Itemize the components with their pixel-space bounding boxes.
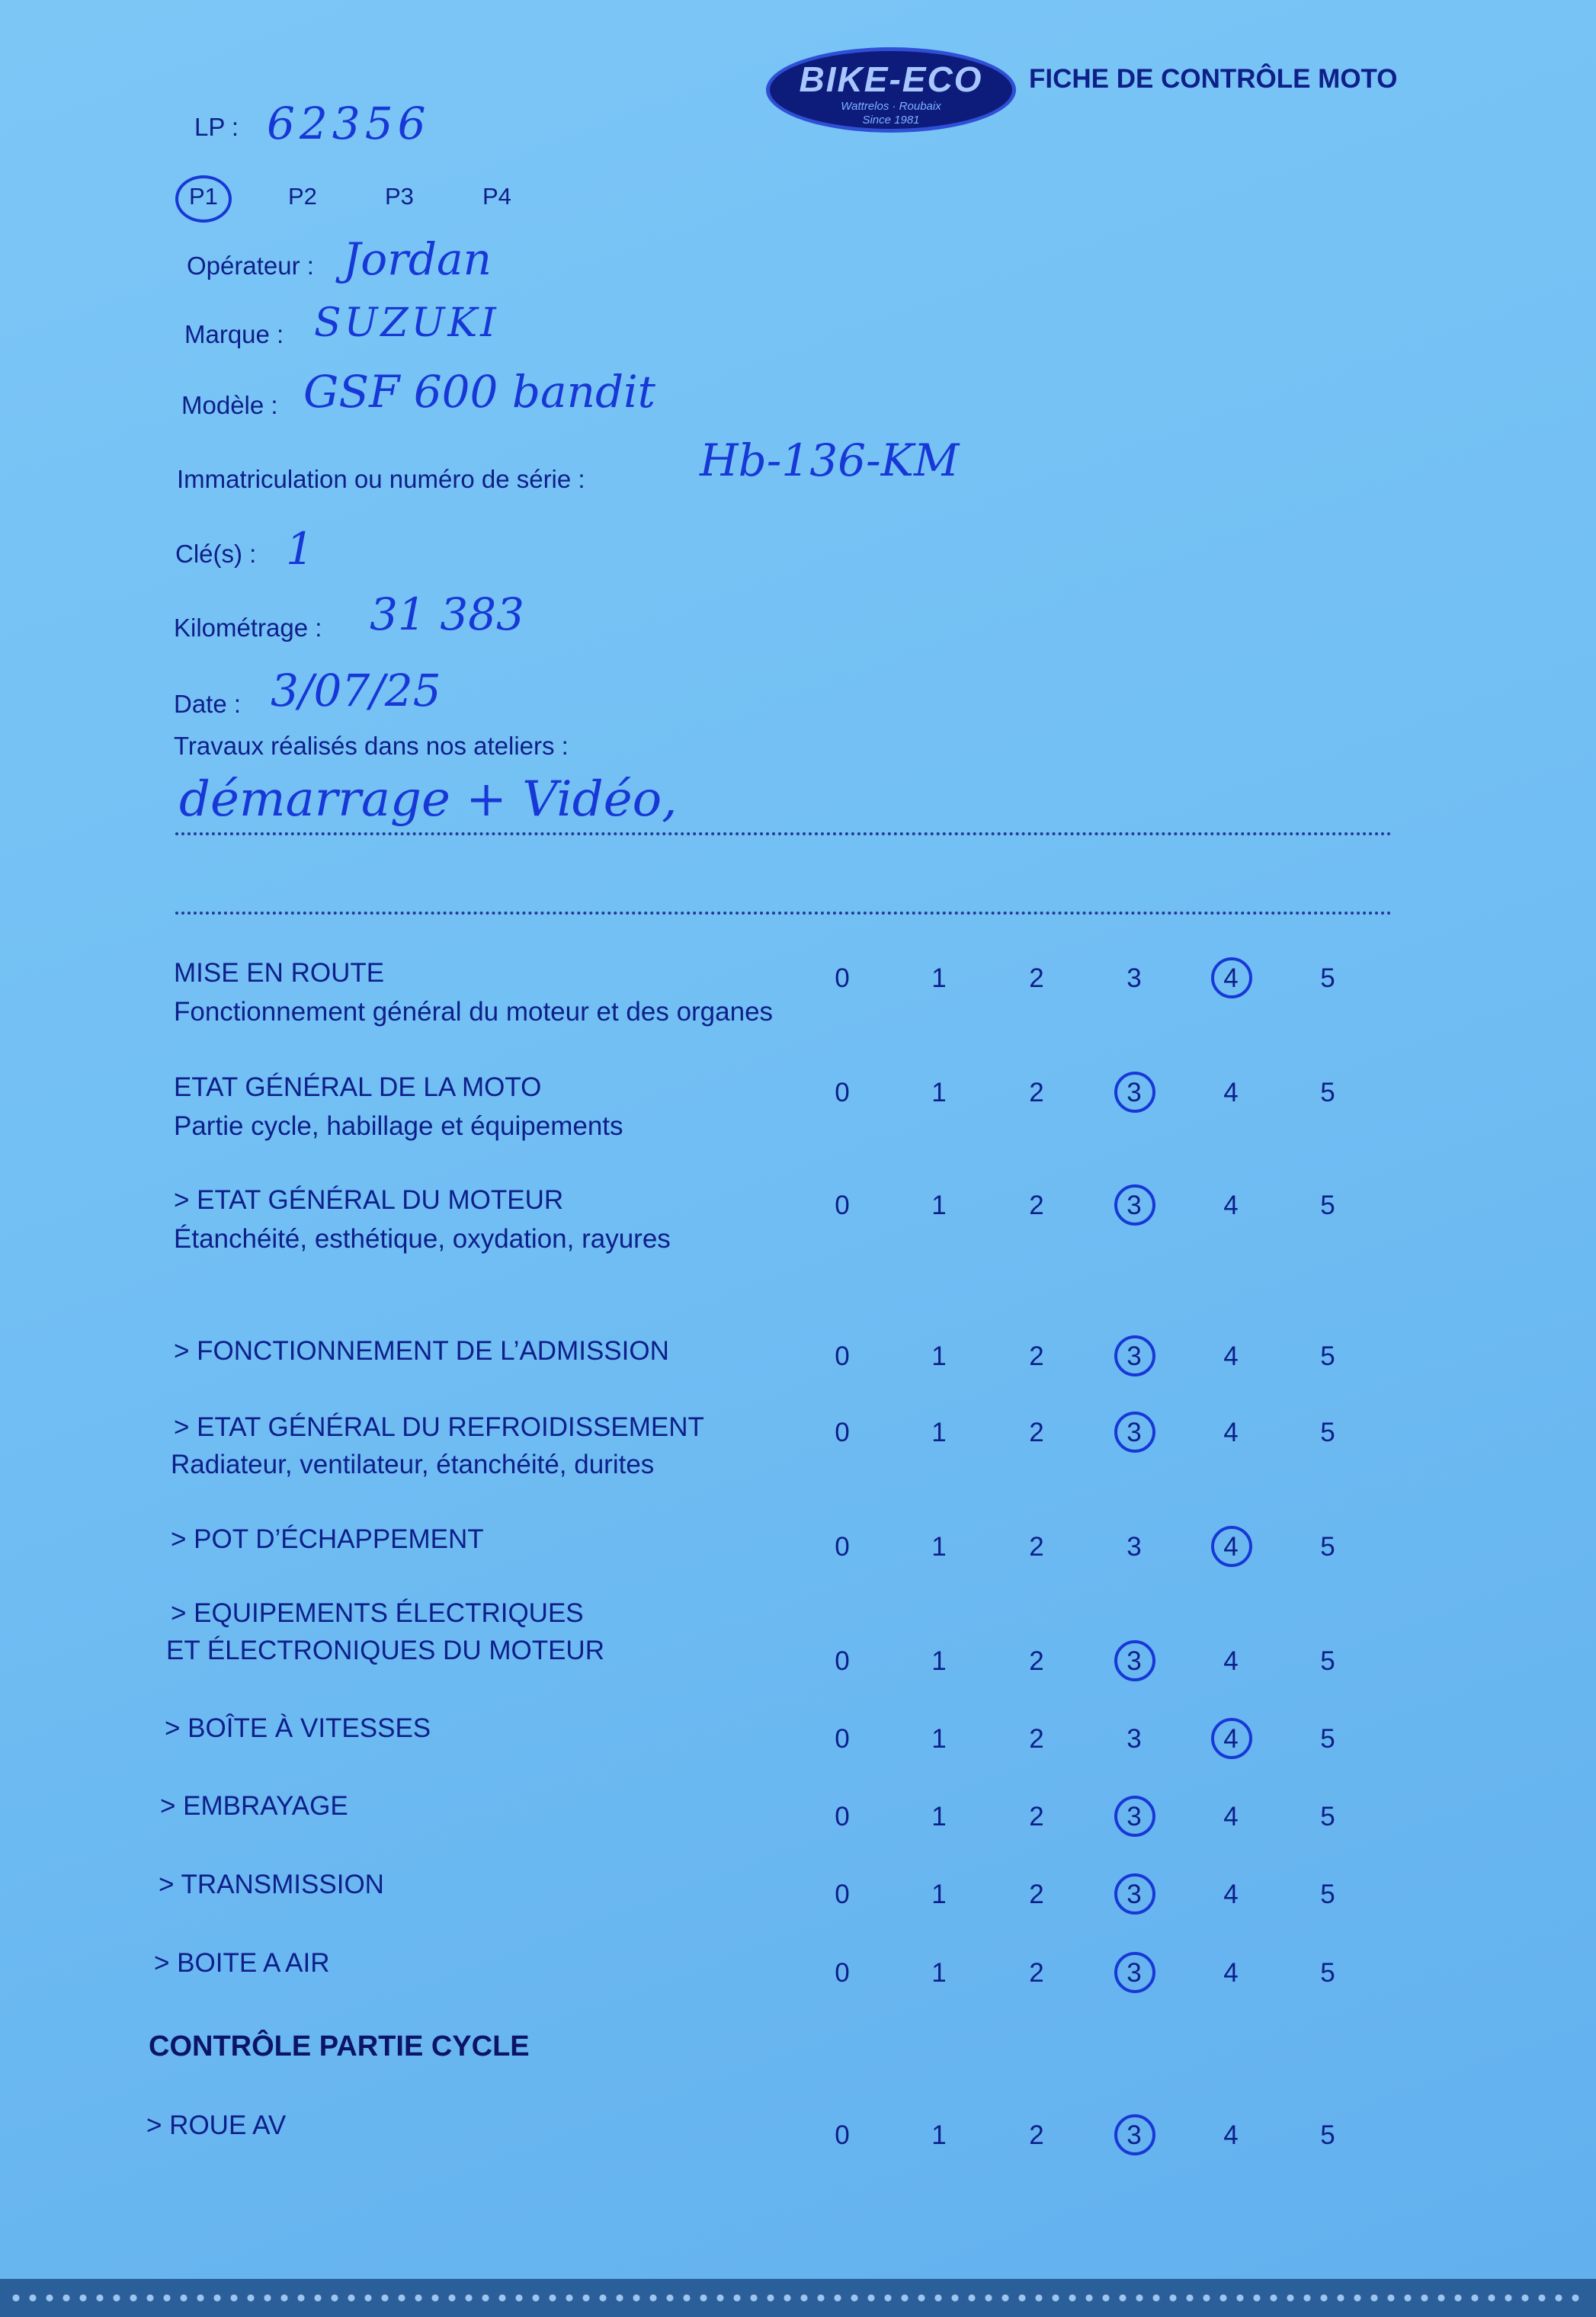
cycle-check-score-0-5[interactable]: 5	[1320, 2120, 1335, 2150]
lp-value[interactable]: 62356	[267, 98, 431, 149]
cycle-check-score-0-1[interactable]: 1	[931, 2120, 947, 2150]
check-score-10-3[interactable]: 3	[1126, 1958, 1142, 1988]
check-score-5-2[interactable]: 2	[1029, 1532, 1044, 1562]
check-score-2-1[interactable]: 1	[931, 1191, 947, 1220]
check-score-7-5[interactable]: 5	[1320, 1724, 1335, 1754]
check-score-2-3[interactable]: 3	[1126, 1191, 1142, 1220]
check-score-6-1[interactable]: 1	[931, 1646, 947, 1676]
check-score-circle-10	[1114, 1952, 1155, 1993]
mileage-value[interactable]: 31 383	[370, 588, 524, 640]
check-score-8-2[interactable]: 2	[1029, 1802, 1044, 1831]
check-subtitle-1: Partie cycle, habillage et équipements	[174, 1111, 623, 1141]
registration-label: Immatriculation ou numéro de série :	[177, 465, 585, 493]
lp-label: LP :	[194, 113, 239, 141]
check-score-circle-1	[1114, 1072, 1155, 1113]
works-value[interactable]: démarrage + Vidéo,	[179, 771, 678, 828]
check-score-0-4[interactable]: 4	[1223, 963, 1239, 993]
check-score-circle-5	[1211, 1526, 1252, 1567]
check-score-7-1[interactable]: 1	[931, 1724, 947, 1754]
check-score-4-2[interactable]: 2	[1029, 1418, 1044, 1447]
position-p4[interactable]: P4	[482, 183, 511, 210]
logo-brand: BIKE-ECO	[799, 59, 983, 99]
check-score-3-5[interactable]: 5	[1320, 1341, 1335, 1371]
keys-value[interactable]: 1	[286, 523, 314, 575]
check-title-1: ETAT GÉNÉRAL DE LA MOTO	[174, 1072, 542, 1102]
check-score-0-2[interactable]: 2	[1029, 963, 1044, 993]
check-score-circle-0	[1211, 957, 1252, 998]
check-score-4-1[interactable]: 1	[931, 1418, 947, 1447]
check-score-0-3[interactable]: 3	[1126, 963, 1142, 993]
check-score-9-3[interactable]: 3	[1126, 1880, 1142, 1909]
operator-value[interactable]: Jordan	[343, 233, 492, 285]
check-score-1-1[interactable]: 1	[931, 1078, 947, 1107]
check-title-5: > POT D’ÉCHAPPEMENT	[171, 1524, 484, 1554]
check-subtitle-2: Étanchéité, esthétique, oxydation, rayures	[174, 1224, 671, 1254]
check-score-3-1[interactable]: 1	[931, 1341, 947, 1371]
mileage-label: Kilométrage :	[174, 614, 322, 642]
check-score-8-1[interactable]: 1	[931, 1802, 947, 1831]
check-score-2-5[interactable]: 5	[1320, 1191, 1335, 1220]
check-score-5-5[interactable]: 5	[1320, 1532, 1335, 1562]
check-score-3-0[interactable]: 0	[835, 1341, 850, 1371]
check-title-8: > EMBRAYAGE	[160, 1791, 348, 1821]
check-score-4-0[interactable]: 0	[835, 1418, 850, 1447]
check-subtitle-4: Radiateur, ventilateur, étanchéité, durites	[171, 1450, 655, 1479]
check-score-circle-4	[1114, 1412, 1155, 1453]
check-score-3-2[interactable]: 2	[1029, 1341, 1044, 1371]
cycle-check-score-circle-0	[1114, 2114, 1155, 2155]
sleeve-holes	[8, 2293, 1588, 2303]
check-score-circle-8	[1114, 1796, 1155, 1837]
check-score-10-1[interactable]: 1	[931, 1958, 947, 1988]
check-subtitle-0: Fonctionnement général du moteur et des organes	[174, 997, 774, 1027]
cycle-check-score-0-4[interactable]: 4	[1223, 2120, 1239, 2150]
sleeve-edge	[0, 2279, 1596, 2317]
works-line-2	[175, 912, 1392, 915]
check-score-circle-7	[1211, 1718, 1252, 1759]
cycle-check-score-0-0[interactable]: 0	[835, 2120, 850, 2150]
check-score-6-2[interactable]: 2	[1029, 1646, 1044, 1676]
check-title-2: > ETAT GÉNÉRAL DU MOTEUR	[174, 1185, 564, 1215]
check-score-8-0[interactable]: 0	[835, 1802, 850, 1831]
check-score-6-3[interactable]: 3	[1126, 1646, 1142, 1676]
check-score-4-5[interactable]: 5	[1320, 1418, 1335, 1447]
brand-label: Marque :	[184, 320, 284, 348]
check-score-9-0[interactable]: 0	[835, 1880, 850, 1909]
check-score-6-5[interactable]: 5	[1320, 1646, 1335, 1676]
section-cycle-title: CONTRÔLE PARTIE CYCLE	[149, 2030, 530, 2062]
model-label: Modèle :	[181, 391, 278, 419]
check-score-1-5[interactable]: 5	[1320, 1078, 1335, 1107]
document-title: FICHE DE CONTRÔLE MOTO	[1029, 64, 1398, 94]
check-score-9-4[interactable]: 4	[1223, 1880, 1239, 1909]
cycle-check-score-0-3[interactable]: 3	[1126, 2120, 1142, 2150]
position-p1[interactable]: P1	[189, 183, 218, 210]
check-score-5-1[interactable]: 1	[931, 1532, 947, 1562]
check-score-6-4[interactable]: 4	[1223, 1646, 1239, 1676]
check-score-10-0[interactable]: 0	[835, 1958, 850, 1988]
registration-value[interactable]: Hb-136-KM	[700, 434, 960, 486]
logo-sub-2: Since 1981	[862, 114, 920, 127]
check-title-6: > EQUIPEMENTS ÉLECTRIQUES	[171, 1598, 584, 1628]
check-score-0-0[interactable]: 0	[835, 963, 850, 993]
check-score-10-2[interactable]: 2	[1029, 1958, 1044, 1988]
logo-sub-1: Wattrelos · Roubaix	[841, 100, 941, 113]
check-score-1-4[interactable]: 4	[1223, 1078, 1239, 1107]
bike-eco-logo	[766, 47, 1016, 133]
check-score-1-3[interactable]: 3	[1126, 1078, 1142, 1107]
check-score-8-5[interactable]: 5	[1320, 1802, 1335, 1831]
check-title-4: > ETAT GÉNÉRAL DU REFROIDISSEMENT	[174, 1412, 704, 1442]
position-p2[interactable]: P2	[288, 183, 317, 210]
check-score-7-0[interactable]: 0	[835, 1724, 850, 1754]
check-subtitle-6: ET ÉLECTRONIQUES DU MOTEUR	[166, 1636, 604, 1665]
check-score-0-1[interactable]: 1	[931, 963, 947, 993]
check-score-circle-3	[1114, 1335, 1155, 1376]
check-score-circle-6	[1114, 1640, 1155, 1681]
check-score-7-2[interactable]: 2	[1029, 1724, 1044, 1754]
date-value[interactable]: 3/07/25	[271, 665, 441, 716]
check-score-7-4[interactable]: 4	[1223, 1724, 1239, 1754]
check-score-5-0[interactable]: 0	[835, 1532, 850, 1562]
check-score-1-2[interactable]: 2	[1029, 1078, 1044, 1107]
check-score-circle-2	[1114, 1184, 1155, 1226]
check-score-4-4[interactable]: 4	[1223, 1418, 1239, 1447]
works-label: Travaux réalisés dans nos ateliers :	[174, 732, 569, 760]
check-score-2-4[interactable]: 4	[1223, 1191, 1239, 1220]
check-score-9-5[interactable]: 5	[1320, 1880, 1335, 1909]
check-score-5-3[interactable]: 3	[1126, 1532, 1142, 1562]
check-title-9: > TRANSMISSION	[159, 1870, 384, 1899]
check-score-10-5[interactable]: 5	[1320, 1958, 1335, 1988]
model-value[interactable]: GSF 600 bandit	[303, 366, 655, 418]
check-score-0-5[interactable]: 5	[1320, 963, 1335, 993]
operator-label: Opérateur :	[187, 252, 314, 280]
check-title-0: MISE EN ROUTE	[174, 958, 385, 988]
position-p3[interactable]: P3	[385, 183, 414, 210]
check-score-7-3[interactable]: 3	[1126, 1724, 1142, 1754]
check-score-8-3[interactable]: 3	[1126, 1802, 1142, 1831]
check-score-4-3[interactable]: 3	[1126, 1418, 1142, 1447]
brand-value[interactable]: SUZUKI	[314, 300, 499, 346]
check-score-8-4[interactable]: 4	[1223, 1802, 1239, 1831]
check-score-6-0[interactable]: 0	[835, 1646, 850, 1676]
cycle-check-score-0-2[interactable]: 2	[1029, 2120, 1044, 2150]
cycle-check-title-0: > ROUE AV	[146, 2110, 287, 2140]
check-score-circle-9	[1114, 1873, 1155, 1915]
check-score-2-0[interactable]: 0	[835, 1191, 850, 1220]
check-title-10: > BOITE A AIR	[154, 1948, 330, 1978]
check-score-3-4[interactable]: 4	[1223, 1341, 1239, 1371]
check-score-1-0[interactable]: 0	[835, 1078, 850, 1107]
check-score-9-1[interactable]: 1	[931, 1880, 947, 1909]
check-score-9-2[interactable]: 2	[1029, 1880, 1044, 1909]
works-line-1	[175, 832, 1392, 835]
check-score-5-4[interactable]: 4	[1223, 1532, 1239, 1562]
check-score-3-3[interactable]: 3	[1126, 1341, 1142, 1371]
check-score-10-4[interactable]: 4	[1223, 1958, 1239, 1988]
check-title-3: > FONCTIONNEMENT DE L’ADMISSION	[174, 1336, 669, 1366]
keys-label: Clé(s) :	[175, 540, 257, 568]
date-label: Date :	[174, 690, 242, 718]
check-score-2-2[interactable]: 2	[1029, 1191, 1044, 1220]
check-title-7: > BOÎTE À VITESSES	[165, 1713, 431, 1743]
